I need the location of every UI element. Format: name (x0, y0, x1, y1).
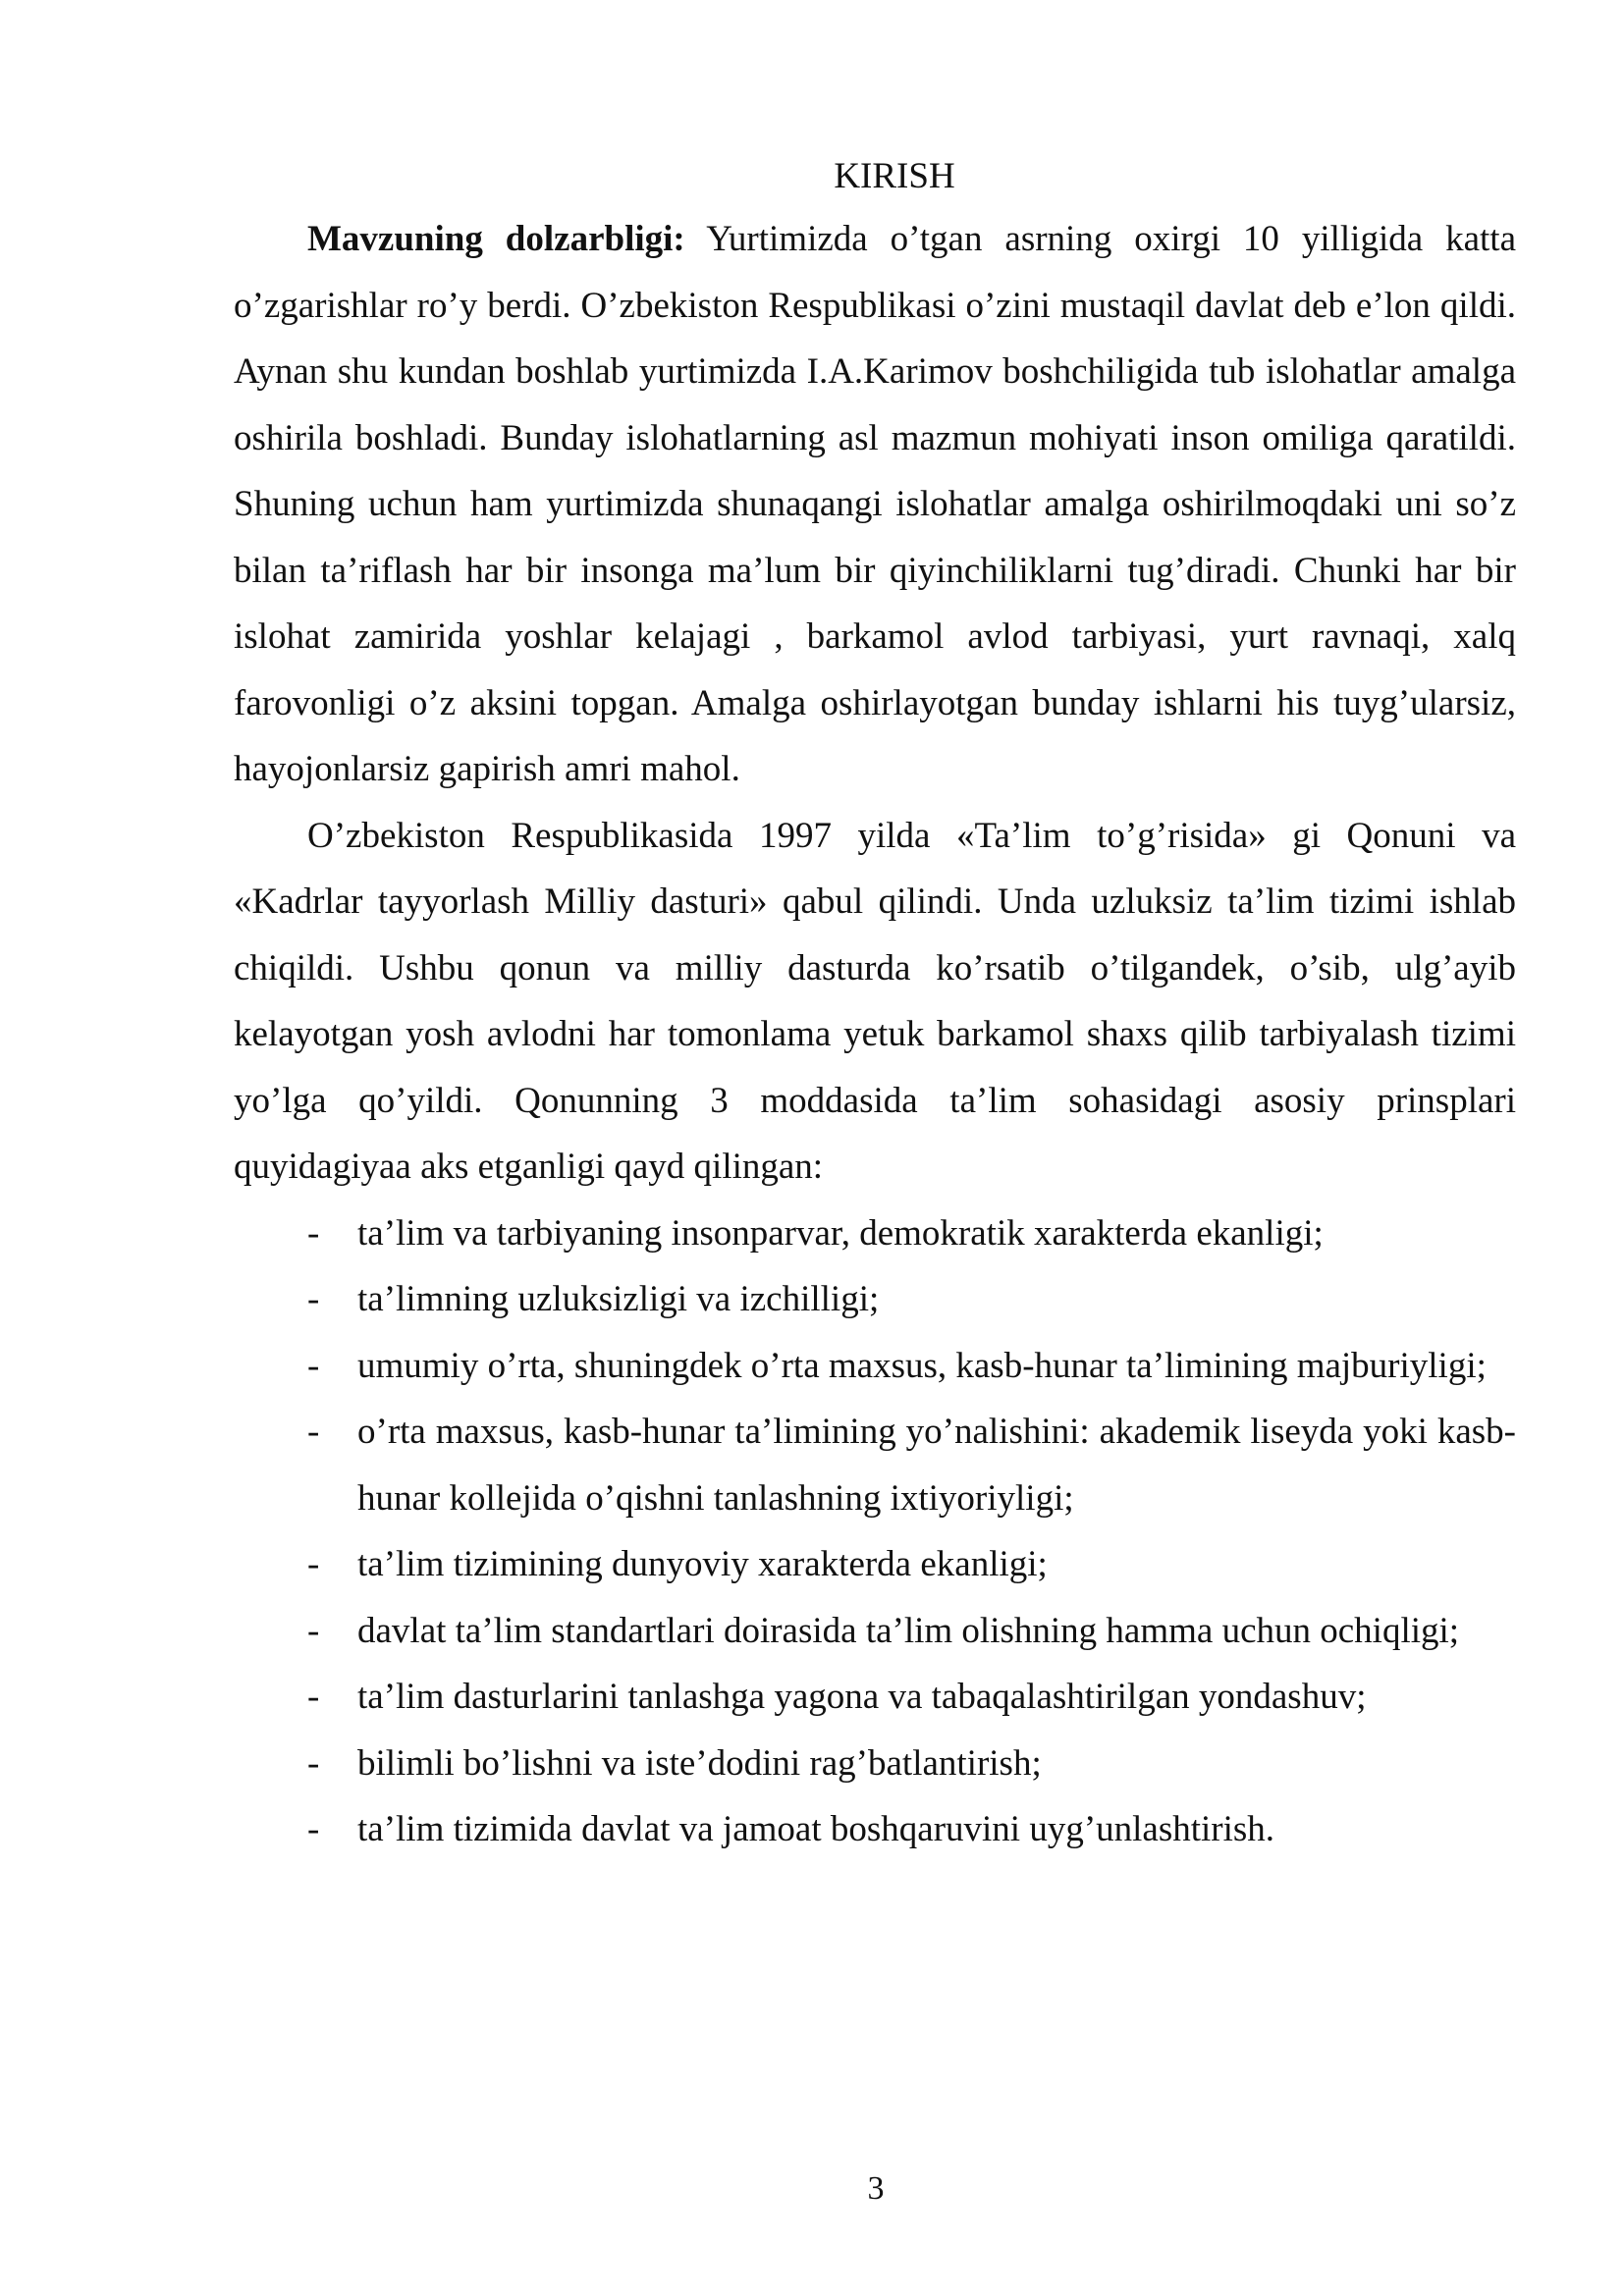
bullet-dash: - (307, 1345, 320, 1386)
list-item (234, 1531, 1516, 1598)
list-item-text: o’rta maxsus, kasb-hunar ta’limining yo’nalishini: akademik liseyda yoki kasb-hunar kollejida o’qishni tanlashning ixtiyoriyligi; (357, 1412, 1516, 1519)
list-item (234, 1399, 1516, 1531)
paragraph-law: O’zbekiston Respublikasida 1997 yilda «Ta’lim to’g’risida» gi Qonuni va «Kadrlar tayyorlash Milliy dasturi» qabul qilindi. Unda uzluksiz ta’lim tizimi ishlab chiqildi. Ushbu qonun va milliy dasturda ko’rsatib o’tilgandek, o’sib, ulg’ayib kelayotgan yosh avlodni har tomonlama yetuk barkamol shaxs qilib tarbiyalash tizimi yo’lga qo’yildi. Qonunning 3 moddasida ta’lim sohasidagi asosiy prinsplari quyidagiyaa aks etganligi qayd qilingan: (234, 815, 1516, 1187)
list-item (234, 1201, 1516, 1267)
list-item-text: ta’limning uzluksizligi va izchilligi; (357, 1279, 880, 1319)
list-item (234, 1598, 1516, 1665)
list-item-text: ta’lim tizimida davlat va jamoat boshqaruvini uyg’unlashtirish. (357, 1809, 1275, 1849)
bullet-dash: - (307, 1610, 320, 1651)
paragraph-relevance (234, 206, 1516, 803)
list-item (234, 1664, 1516, 1731)
page-number: 3 (867, 2170, 885, 2207)
list-item (234, 1796, 1516, 1863)
list-item (234, 1266, 1516, 1333)
bullet-dash: - (307, 1212, 320, 1254)
list-item-text: umumiy o’rta, shuningdek o’rta maxsus, kasb-hunar ta’limining majburiyligi; (357, 1345, 1487, 1386)
bullet-dash: - (307, 1279, 320, 1319)
bullet-dash: - (307, 1412, 320, 1452)
principles-list (234, 1201, 1516, 1863)
list-item-text: ta’lim va tarbiyaning insonparvar, demokratik xarakterda ekanligi; (357, 1212, 1324, 1254)
list-item-text: ta’lim dasturlarini tanlashga yagona va tabaqalashtirilgan yondashuv; (357, 1677, 1367, 1717)
page-content (234, 147, 1516, 1863)
list-item (234, 1731, 1516, 1797)
list-item (234, 1333, 1516, 1400)
paragraph-text: Yurtimizda o’tgan asrning oxirgi 10 yilligida katta o’zgarishlar ro’y berdi. O’zbekiston Respublikasi o’zini mustaqil davlat deb e’lon qildi. Aynan shu kundan boshlab yurtimizda I.A.Karimov boshchiligida tub islohatlar amalga oshirila boshladi. Bunday islohatlarning asl mazmun mohiyati inson omiliga qaratildi. Shuning uchun ham yurtimizda shunaqangi islohatlar amalga oshirilmoqdaki uni so’z bilan ta’riflash har bir insonga ma’lum bir qiyinchiliklarni tug’diradi. Chunki har bir islohat zamirida yoshlar kelajagi , barkamol avlod tarbiyasi, yurt ravnaqi, xalq farovonligi o’z aksini topgan. Amalga oshirlayotgan bunday ishlarni his tuyg’ularsiz, hayojonlarsiz gapirish amri mahol. (234, 219, 1516, 789)
bullet-dash: - (307, 1544, 320, 1584)
bullet-dash: - (307, 1742, 320, 1784)
list-item-text: bilimli bo’lishni va iste’dodini rag’batlantirish; (357, 1742, 1042, 1784)
section-heading: KIRISH (834, 156, 955, 196)
list-item-text: ta’lim tizimining dunyoviy xarakterda ekanligi; (357, 1544, 1048, 1584)
bullet-dash: - (307, 1677, 320, 1717)
list-item-text: davlat ta’lim standartlari doirasida ta’lim olishning hamma uchun ochiqligi; (357, 1610, 1460, 1651)
bullet-dash: - (307, 1809, 320, 1849)
paragraph-lead: Mavzuning dolzarbligi: (307, 219, 685, 259)
